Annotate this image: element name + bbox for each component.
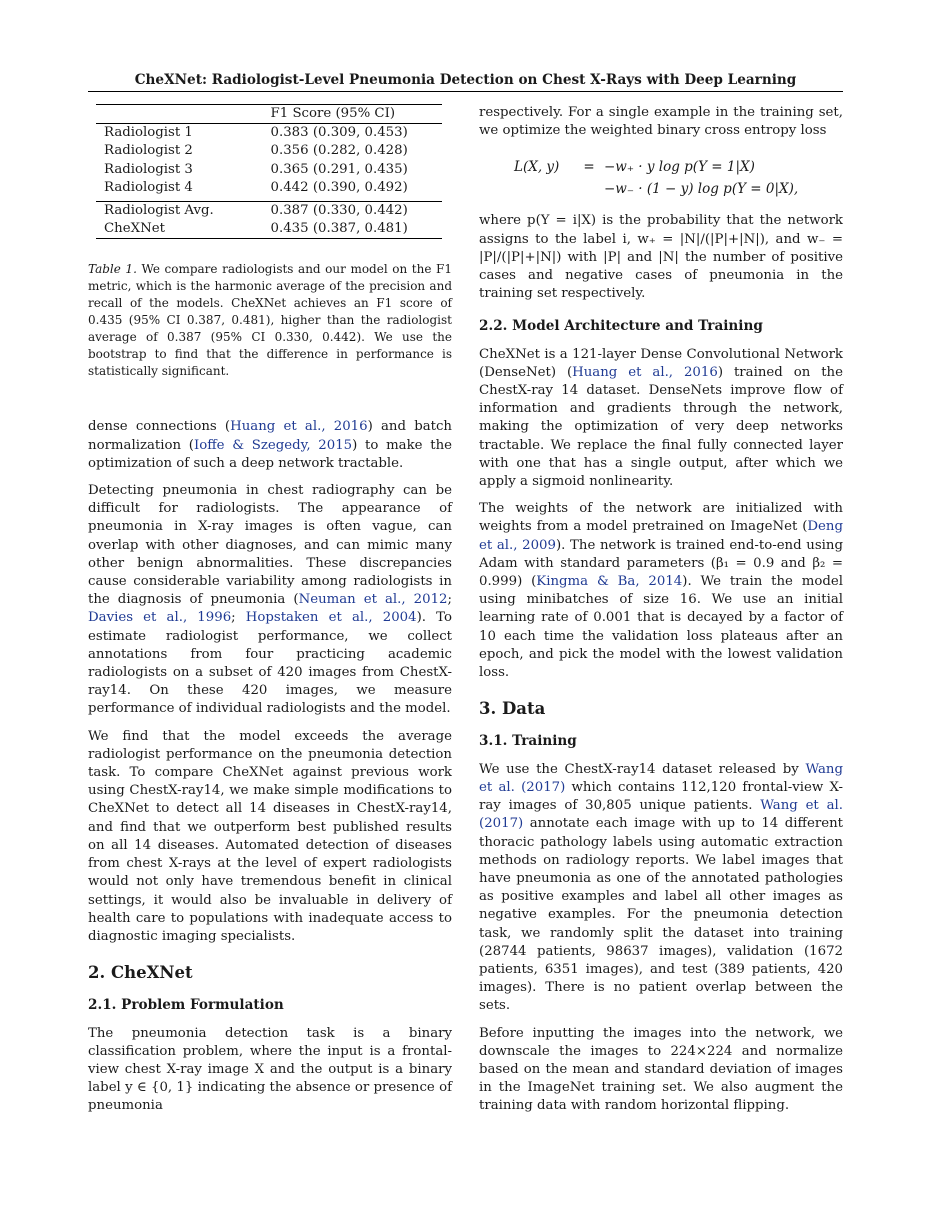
paragraph: Detecting pneumonia in chest radiography can be difficult for radiologists. The appearance of pneumonia in X-ray images is often vague, can overlap with other diagnoses, and can mimic many other benign abnormalities. These discrepancies cause considerable variability among radiologists in the diagnosis of pneumonia (Neuman et al., 2012; Davies et al., 1996; Hopstaken et al., 2004). To estimate radiologist performance, we collect annotations from four practicing academic radiologists on a subset of 420 images from ChestX-ray14. On these 420 images, we measure performance of individual radiologists and the model. [88, 483, 452, 717]
citation-link[interactable]: Kingma & Ba, 2014 [536, 574, 683, 590]
citation-link[interactable]: Huang et al., 2016 [230, 419, 368, 435]
citation-link[interactable]: Ioffe & Szegedy, 2015 [193, 437, 353, 453]
paragraph: The weights of the network are initialized with weights from a model pretrained on ImageNet (Deng et al., 2009). The network is trained end-to-end using Adam with standard parameters (β₁ = 0.9 and β₂ = 0.999) (Kingma & Ba, 2014). We train the model using minibatches of size 16. We use an initial learning rate of 0.001 that is decayed by a factor of 10 each time the validation loss plateaus after an epoch, and pick the model with the lowest validation loss. [479, 501, 843, 681]
section-heading: 2. CheXNet [88, 963, 193, 983]
running-head: CheXNet: Radiologist-Level Pneumonia Detection on Chest X-Rays with Deep Learning [134, 72, 797, 88]
citation-link[interactable]: Wang et al. (2017) [479, 798, 843, 832]
subsection-heading: 2.2. Model Architecture and Training [479, 318, 763, 335]
paragraph: where p(Y = i|X) is the probability that the network assigns to the label i, w₊ = |N|/(|P|+|N|), and w₋ = |P|/(|P|+|N|) with |P| and |N| the number of positive cases and negative cases of pneumonia in the training set respectively. [479, 213, 843, 302]
citation-link[interactable]: Wang et al. (2017) [479, 761, 843, 795]
paragraph: We find that the model exceeds the average radiologist performance on the pneumonia detection task. To compare CheXNet against previous work using ChestX-ray14, we make simple modifications to CheXNet to detect all 14 diseases in ChestX-ray14, and find that we outperform best published results on all 14 diseases. Automated detection of diseases from chest X-rays at the level of expert radiologists would not only have tremendous benefit in clinical settings, it would also be invaluable in delivery of health care to populations with inadequate access to diagnostic imaging specialists. [88, 728, 452, 944]
citation-link[interactable]: Hopstaken et al., 2004 [245, 610, 417, 626]
table-caption: Table 1. We compare radiologists and our model on the F1 metric, which is the harmonic average of the precision and recall of the models. CheXNet achieves an F1 score of 0.435 (95% CI 0.387, 0.481), higher than the radiologist average of 0.387 (95% CI 0.330, 0.442). We use the bootstrap to find that the difference in performance is statistically significant. [88, 262, 452, 379]
table-row: Radiologist Avg. 0.387 (0.330, 0.442) [96, 202, 442, 221]
citation-link[interactable]: Deng et al., 2009 [479, 519, 843, 553]
paragraph: CheXNet is a 121-layer Dense Convolutional Network (DenseNet) (Huang et al., 2016) trained on the ChestX-ray 14 dataset. DenseNets improve flow of information and gradients through the network, making the optimization of very deep networks tractable. We replace the final fully connected layer with one that has a single output, after which we apply a sigmoid nonlinearity. [479, 346, 843, 490]
subsection-heading: 3.1. Training [479, 733, 577, 750]
left-column [88, 104, 452, 1125]
table-row: Radiologist 2 0.356 (0.282, 0.428) [104, 143, 408, 159]
header-rule [88, 91, 843, 92]
paragraph: Before inputting the images into the network, we downscale the images to 224×224 and normalize based on the mean and standard deviation of images in the ImageNet training set. We also augment the training data with random horizontal flipping. [479, 1025, 843, 1114]
table-row: CheXNet 0.435 (0.387, 0.481) [96, 220, 442, 239]
f1-table [96, 104, 442, 239]
table-row: Radiologist 1 0.383 (0.309, 0.453) [104, 125, 408, 141]
loss-equation: L(X, y) = −w₊ · y log p(Y = 1|X) −w₋ · (1 − y) log p(Y = 0|X), [514, 159, 799, 198]
table-row: Radiologist 4 0.442 (0.390, 0.492) [104, 179, 408, 195]
citation-link[interactable]: Huang et al., 2016 [572, 364, 718, 380]
paragraph: dense connections (Huang et al., 2016) and batch normalization (Ioffe & Szegedy, 2015) to make the optimization of such a deep network tractable. [88, 419, 452, 471]
citation-link[interactable]: Davies et al., 1996 [88, 610, 232, 626]
section-heading: 3. Data [479, 699, 546, 719]
paragraph: The pneumonia detection task is a binary classification problem, where the input is a frontal-view chest X-ray image X and the output is a binary label y ∈ {0, 1} indicating the absence or presence of pneumonia [88, 1025, 452, 1114]
paragraph: respectively. For a single example in the training set, we optimize the weighted binary cross entropy loss [479, 105, 843, 139]
right-column [479, 104, 843, 1125]
citation-link[interactable]: Neuman et al., 2012 [298, 592, 448, 608]
subsection-heading: 2.1. Problem Formulation [88, 997, 284, 1014]
paragraph: We use the ChestX-ray14 dataset released by Wang et al. (2017) which contains 112,120 frontal-view X-ray images of 30,805 unique patients. Wang et al. (2017) annotate each image with up to 14 different thoracic pathology labels using automatic extraction methods on radiology reports. We label images that have pneumonia as one of the annotated pathologies as positive examples and label all other images as negative examples. For the pneumonia detection task, we randomly split the dataset into training (28744 patients, 98637 images), validation (1672 patients, 6351 images), and test (389 patients, 420 images). There is no patient overlap between the sets. [479, 761, 843, 1014]
table-header: F1 Score (95% CI) [241, 105, 442, 124]
table-row: Radiologist 3 0.365 (0.291, 0.435) [104, 161, 408, 177]
